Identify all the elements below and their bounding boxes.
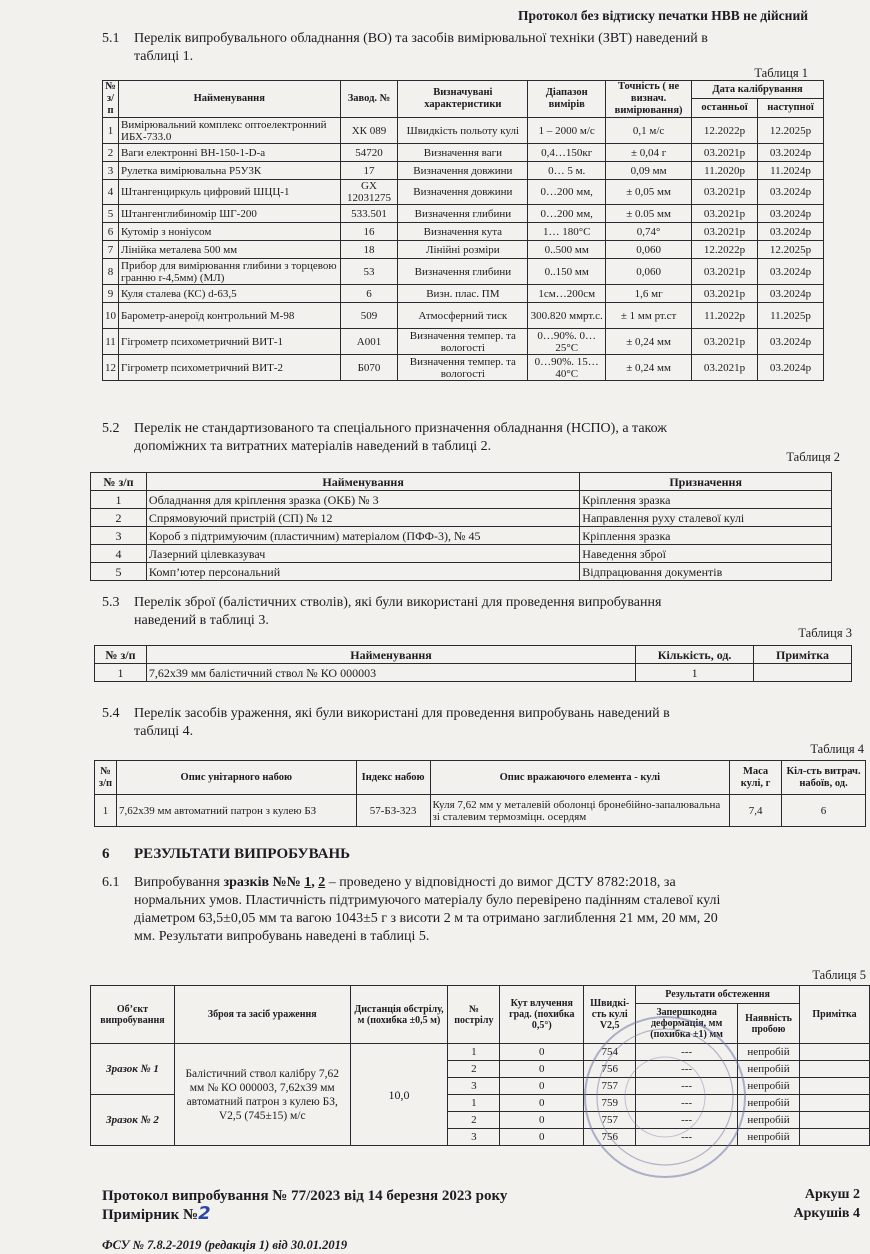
table-row [103,259,824,285]
row-number: 8 [103,259,119,285]
col-next: наступної [758,99,824,118]
last-calibration: 03.2021р [692,144,758,162]
row-number: 7 [103,241,119,259]
firing-distance: 10,0 [350,1044,448,1146]
bullet-speed: 754 [584,1044,636,1061]
row-number: 6 [103,223,119,241]
instrument-name: Гігрометр психометричний ВИТ-1 [119,329,341,355]
footer-protocol [102,1187,507,1224]
bullet-mass: 7,4 [730,795,782,827]
weapon-description: Балістичний ствол калібру 7,62 мм № КО 000003, 7,62х39 мм автоматний патрон з кулею БЗ, V2,5 (745±15) м/с [174,1044,350,1146]
serial-number: 18 [340,241,398,259]
col-index: Індекс набою [356,761,430,795]
serial-number: А001 [340,329,398,355]
row-number: 10 [103,303,119,329]
deformation: --- [636,1129,738,1146]
next-calibration: 03.2024р [758,329,824,355]
col-distance: Дистанція обстрілу, м (похибка ±0,5 м) [350,986,448,1044]
section-text: Перелік зброї (балістичних стволів), які були використані для проведення випробування [134,595,662,610]
penetration: непробій [738,1078,800,1095]
serial-number: 6 [340,285,398,303]
measured-characteristic: Визначення глибини [398,205,528,223]
row-number: 5 [103,205,119,223]
next-calibration: 11.2025р [758,303,824,329]
serial-number: 16 [340,223,398,241]
impact-angle: 0 [500,1078,584,1095]
note [754,664,852,682]
row-number: 3 [91,527,147,545]
protocol-title: Протокол випробування № 77/2023 від 14 березня 2023 року [102,1188,508,1204]
measurement-range: 1 – 2000 м/с [528,118,606,144]
form-reference: ФСУ № 7.8.2-2019 (редакція 1) від 30.01.2019 [102,1238,348,1252]
table-1-caption: Таблиця 1 [754,66,808,80]
last-calibration: 03.2021р [692,205,758,223]
col-penetration: Наявність пробою [738,1004,800,1044]
instrument-name: Гігрометр психометричний ВИТ-2 [119,355,341,381]
accuracy: 1,6 мг [606,285,692,303]
measurement-range: 0…200 мм, [528,205,606,223]
note [800,1112,870,1129]
row-number: 1 [95,664,147,682]
table-row [103,303,824,329]
table-row [103,144,824,162]
col-accuracy: Точність ( не визнач. вимірювання) [606,81,692,118]
col-note: Примітка [754,646,852,664]
col-deformation: Запершкодна деформація, мм (похибка ±1) мм [636,1004,738,1044]
col-name: Найменування [146,646,635,664]
next-calibration: 11.2024р [758,162,824,180]
measured-characteristic: Атмосферний тиск [398,303,528,329]
table-row [103,355,824,381]
col-speed: Швидкі-сть кулі V2,5 [584,986,636,1044]
bullet-speed: 759 [584,1095,636,1112]
table-row [103,205,824,223]
table-row [103,223,824,241]
note [800,1078,870,1095]
row-number: 12 [103,355,119,381]
last-calibration: 03.2021р [692,180,758,205]
measured-characteristic: Визначення глибини [398,259,528,285]
section-text: Перелік випробувального обладнання (ВО) та засобів вимірювальної техніки (ЗВТ) наведений в [134,31,708,46]
quantity: 1 [636,664,754,682]
measured-characteristic: Швидкість польоту кулі [398,118,528,144]
col-object: Об’єкт випробування [91,986,175,1044]
copy-number-handwritten: 2 [198,1203,211,1224]
measured-characteristic: Визн. плас. ПМ [398,285,528,303]
col-zavod: Завод. № [340,81,398,118]
row-number: 3 [103,162,119,180]
instrument-name: Штангенциркуль цифровий ШЦЦ-1 [119,180,341,205]
section-text: Перелік засобів ураження, які були використані для проведення випробувань наведений в [134,706,670,721]
accuracy: ± 0.05 мм [606,205,692,223]
col-range: Діапазон вимірів [528,81,606,118]
rounds-used: 6 [782,795,866,827]
instrument-name: Лінійка металева 500 мм [119,241,341,259]
measurement-range: 300.820 ммрт.с. [528,303,606,329]
col-purpose: Призначення [580,473,832,491]
serial-number: 509 [340,303,398,329]
accuracy: ± 0,24 мм [606,329,692,355]
shot-number: 1 [448,1044,500,1061]
table-row [91,491,832,509]
measurement-range: 0… 5 м. [528,162,606,180]
cartridge-index: 57-БЗ-323 [356,795,430,827]
col-mass: Маса кулі, г [730,761,782,795]
penetration: непробій [738,1112,800,1129]
table-row [103,162,824,180]
equipment-name: Комп’ютер персональний [146,563,579,581]
row-number: 4 [103,180,119,205]
bullet-speed: 756 [584,1061,636,1078]
row-number: 9 [103,285,119,303]
table-1 [102,80,824,381]
next-calibration: 03.2024р [758,355,824,381]
section-heading: РЕЗУЛЬТАТИ ВИПРОБУВАНЬ [134,846,351,862]
instrument-name: Ваги електронні ВН-150-1-D-а [119,144,341,162]
serial-number: 53 [340,259,398,285]
accuracy: 0,060 [606,241,692,259]
table-5 [90,985,870,1146]
table-2-caption: Таблиця 2 [786,450,840,464]
table-row [103,118,824,144]
accuracy: 0,1 м/с [606,118,692,144]
deformation: --- [636,1095,738,1112]
accuracy: ± 0,24 мм [606,355,692,381]
section-text-cont: допоміжних та витратних матеріалів наведений в таблиці 2. [134,439,492,454]
measurement-range: 0…200 мм, [528,180,606,205]
next-calibration: 03.2024р [758,259,824,285]
impact-angle: 0 [500,1129,584,1146]
row-number: 11 [103,329,119,355]
impact-angle: 0 [500,1112,584,1129]
col-qty: Кількість, од. [636,646,754,664]
section-number: 6.1 [102,875,120,890]
table-5-caption: Таблиця 5 [812,968,866,982]
sample-label: Зразок № 2 [91,1095,175,1146]
deformation: --- [636,1078,738,1095]
table-row [91,545,832,563]
col-desc: Опис унітарного набою [116,761,356,795]
equipment-name: Короб з підтримуючим (пластичним) матеріалом (ПФФ-3), № 45 [146,527,579,545]
row-number: 1 [95,795,117,827]
note [800,1095,870,1112]
sheet-count: Аркушів 4 [793,1206,860,1221]
serial-number: GX 12031275 [340,180,398,205]
row-number: 2 [91,509,147,527]
measured-characteristic: Лінійні розміри [398,241,528,259]
col-no: № з/п [95,761,117,795]
section-number: 5.4 [102,706,120,721]
section-5-2 [102,420,832,456]
measurement-range: 0…90%. 15…40°С [528,355,606,381]
serial-number: ХК 089 [340,118,398,144]
purpose: Відпрацювання документів [580,563,832,581]
measurement-range: 1… 180°С [528,223,606,241]
penetration: непробій [738,1061,800,1078]
section-text-cont: таблиці 1. [134,49,194,64]
col-no: № з/п [103,81,119,118]
impact-angle: 0 [500,1061,584,1078]
note [800,1061,870,1078]
bullet-speed: 757 [584,1078,636,1095]
col-char: Визначувані характеристики [398,81,528,118]
row-number: 1 [91,491,147,509]
shot-number: 3 [448,1129,500,1146]
purpose: Кріплення зразка [580,527,832,545]
next-calibration: 03.2024р [758,180,824,205]
accuracy: ± 0,04 г [606,144,692,162]
col-name: Найменування [119,81,341,118]
section-number: 5.1 [102,31,120,46]
next-calibration: 03.2024р [758,223,824,241]
equipment-name: Лазерний цілевказувач [146,545,579,563]
last-calibration: 03.2021р [692,259,758,285]
equipment-name: Обладнання для кріплення зразка (ОКБ) № 3 [146,491,579,509]
table-4-caption: Таблиця 4 [810,742,864,756]
measured-characteristic: Визначення довжини [398,162,528,180]
last-calibration: 12.2022р [692,241,758,259]
weapon-name: 7,62х39 мм балістичний ствол № КО 000003 [146,664,635,682]
col-count: Кіл-сть витрач. набоїв, од. [782,761,866,795]
next-calibration: 12.2025р [758,241,824,259]
col-weapon: Зброя та засіб ураження [174,986,350,1044]
deformation: --- [636,1112,738,1129]
last-calibration: 12.2022р [692,118,758,144]
instrument-name: Кутомір з ноніусом [119,223,341,241]
bullet-speed: 757 [584,1112,636,1129]
measurement-range: 1см…200см [528,285,606,303]
serial-number: 17 [340,162,398,180]
penetration: непробій [738,1095,800,1112]
row-number: 4 [91,545,147,563]
section-text-cont: таблиці 4. [134,724,194,739]
measured-characteristic: Визначення довжини [398,180,528,205]
table-row [103,180,824,205]
section-5-4 [102,705,858,741]
accuracy: 0,060 [606,259,692,285]
measured-characteristic: Визначення темпер. та вологості [398,355,528,381]
row-number: 1 [103,118,119,144]
next-calibration: 03.2024р [758,205,824,223]
instrument-name: Прибор для вимірювання глибини з торцевою гранню r-4,5мм) (МЛ) [119,259,341,285]
measurement-range: 0,4…150кг [528,144,606,162]
col-note: Примітка [800,986,870,1044]
note [800,1129,870,1146]
note [800,1044,870,1061]
section-text: Перелік не стандартизованого та спеціального призначення обладнання (НСПО), а також [134,421,667,436]
equipment-name: Спрямовуючий пристрій (СП) № 12 [146,509,579,527]
sample-label: Зразок № 1 [91,1044,175,1095]
last-calibration: 11.2022р [692,303,758,329]
penetration: непробій [738,1044,800,1061]
instrument-name: Куля сталева (КС) d-63,5 [119,285,341,303]
impact-angle: 0 [500,1095,584,1112]
impact-angle: 0 [500,1044,584,1061]
deformation: --- [636,1061,738,1078]
row-number: 5 [91,563,147,581]
penetration: непробій [738,1129,800,1146]
serial-number: 533.501 [340,205,398,223]
measured-characteristic: Визначення ваги [398,144,528,162]
table-4 [94,760,866,827]
cartridge-description: 7,62х39 мм автоматний патрон з кулею БЗ [116,795,356,827]
copy-label: Примірник № [102,1207,199,1223]
table-row [91,527,832,545]
instrument-name: Вимірювальний комплекс оптоелектронний ИБХ-733.0 [119,118,341,144]
accuracy: 0,09 мм [606,162,692,180]
table-row [91,509,832,527]
serial-number: 54720 [340,144,398,162]
measurement-range: 0..500 мм [528,241,606,259]
measured-characteristic: Визначення темпер. та вологості [398,329,528,355]
row-number: 2 [103,144,119,162]
shot-number: 3 [448,1078,500,1095]
section-6-1: 6.1 Випробування зразків №№ 1, 2 – проведено у відповідності до вимог ДСТУ 8782:2018, за нормальних умов. Пластичність підтримуючого матеріалу було перевірено падінням сталевої кулі діаметром 63,5±0,05 мм та вагою 1043±5 г з висоти 2 м та отримано заглиблення 21 мм, 20 мм, 20 мм. Результати випробувань наведені в таблиці 5. [102,875,721,944]
col-results: Результати обстеження [636,986,800,1004]
section-number: 6 [102,846,110,862]
next-calibration: 03.2024р [758,144,824,162]
col-no: № з/п [91,473,147,491]
section-number: 5.2 [102,421,120,436]
round-seal-icon [580,1012,750,1182]
table-row [103,285,824,303]
section-5-1 [102,30,822,66]
section-number: 5.3 [102,595,120,610]
table-row [95,664,852,682]
sample-number-2: 2 [318,875,326,890]
col-element: Опис вражаючого елемента - кулі [430,761,730,795]
bullet-description: Куля 7,62 мм у металевій оболонці бронебійно-запалювальна зі сталевим термозміцн. осердям [430,795,730,827]
instrument-name: Барометр-анероїд контрольний М-98 [119,303,341,329]
table-row [103,329,824,355]
instrument-name: Рулетка вимірювальна Р5У3К [119,162,341,180]
last-calibration: 03.2021р [692,329,758,355]
purpose: Наведення зброї [580,545,832,563]
validity-header: Протокол без відтиску печатки НВВ не дійсний [518,8,808,23]
next-calibration: 03.2024р [758,285,824,303]
shot-number: 2 [448,1061,500,1078]
last-calibration: 03.2021р [692,285,758,303]
sample-number-1: 1 [304,875,312,890]
last-calibration: 03.2021р [692,355,758,381]
col-last: останньої [692,99,758,118]
section-text-cont: наведений в таблиці 3. [134,613,269,628]
bullet-speed: 756 [584,1129,636,1146]
sheet-number: Аркуш 2 [804,1187,860,1202]
section-5-3 [102,594,842,630]
table-row [91,1044,870,1061]
table-row [91,563,832,581]
measurement-range: 0…90%. 0…25°С [528,329,606,355]
deformation: --- [636,1044,738,1061]
col-no: № з/п [95,646,147,664]
accuracy: ± 0,05 мм [606,180,692,205]
section-6-title [102,846,350,863]
instrument-name: Штангенглибиномір ШГ-200 [119,205,341,223]
table-3-caption: Таблиця 3 [798,626,852,640]
table-row [103,241,824,259]
next-calibration: 12.2025р [758,118,824,144]
col-angle: Кут влучення град. (похибка 0,5°) [500,986,584,1044]
accuracy: ± 1 мм рт.ст [606,303,692,329]
last-calibration: 03.2021р [692,223,758,241]
col-shot: № пострілу [448,986,500,1044]
purpose: Кріплення зразка [580,491,832,509]
measurement-range: 0..150 мм [528,259,606,285]
table-row [95,795,866,827]
measured-characteristic: Визначення кута [398,223,528,241]
shot-number: 1 [448,1095,500,1112]
col-calibration: Дата калібрування [692,81,824,99]
table-2 [90,472,832,581]
serial-number: Б070 [340,355,398,381]
purpose: Направлення руху сталевої кулі [580,509,832,527]
table-3 [94,645,852,682]
last-calibration: 11.2020р [692,162,758,180]
col-name: Найменування [146,473,579,491]
accuracy: 0,74° [606,223,692,241]
shot-number: 2 [448,1112,500,1129]
